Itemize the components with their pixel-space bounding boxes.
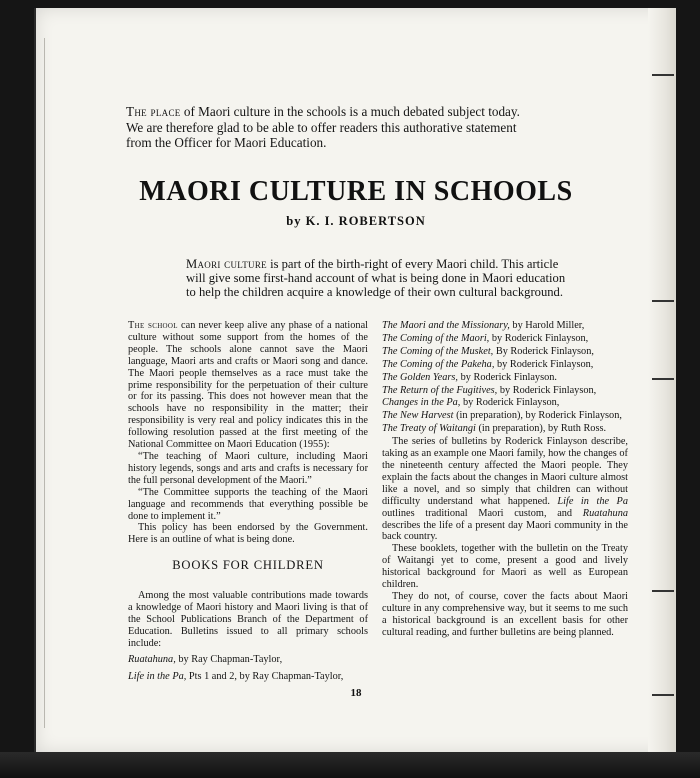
article-byline: by K. I. ROBERTSON xyxy=(286,214,426,228)
section-heading: BOOKS FOR CHILDREN xyxy=(172,558,324,573)
book-details: by Roderick Finlayson, xyxy=(460,397,560,409)
paragraph-text: describes the life of a present day Maori community in the back country. xyxy=(382,519,628,543)
lede-lead: Maori culture xyxy=(186,257,267,271)
book-title: Changes in the Pa, xyxy=(382,397,461,409)
paragraph xyxy=(128,320,368,451)
book-details: Pts 1 and 2, by Ray Chapman-Taylor, xyxy=(186,670,344,682)
book-title: Life in the Pa, xyxy=(128,670,187,682)
paragraph: Among the most valuable contributions made towards a knowledge of Maori history and Maori living is that of the School Publications Branch of the Department of Education. Bulletins issued to all primary schools include: xyxy=(128,590,368,649)
book-details: by Roderick Finlayson, xyxy=(494,358,594,370)
book-entry xyxy=(382,320,628,332)
book-details: by Roderick Finlayson, xyxy=(489,332,589,344)
lede-text: is part of the birth-right of every Maori child. This article will give some first-hand account of what is being done in Maori education to help the children acquire a knowledge of their own cultural background. xyxy=(186,257,566,299)
book-details: by Ray Chapman-Taylor, xyxy=(175,653,283,665)
editor-note-text: of Maori culture in the schools is a much debated subject today. We are therefore glad to be able to offer readers this authorative statement from the Officer for Maori Education. xyxy=(126,104,520,151)
book-entry xyxy=(128,654,368,666)
right-column xyxy=(382,320,628,639)
editor-note xyxy=(126,104,526,151)
book-details: By Roderick Finlayson, xyxy=(493,345,594,357)
book-title: The Coming of the Maori, xyxy=(382,332,490,344)
book-title: The New Harvest xyxy=(382,410,454,422)
book-entry xyxy=(382,385,628,397)
book-title: The Golden Years, xyxy=(382,371,458,383)
resolution-quote-2: “The Committee supports the teaching of the Maori language and recommends that everything possible be done to implement it.” xyxy=(128,486,368,522)
paragraph: They do not, of course, cover the facts about Maori culture in any comprehensive way, but it seems to me such a historical background is an excellent basis for other cultural reading, and further bulletins are being planned. xyxy=(382,590,628,638)
binding-edge xyxy=(44,38,45,728)
book-title: Ruatahuna, xyxy=(128,653,176,665)
binding-clip xyxy=(652,74,674,76)
resolution-quote-1: “The teaching of Maori culture, including Maori history legends, songs and arts and crafts is necessary for the full personal development of the Maori.” xyxy=(128,450,368,486)
binding-clip xyxy=(652,300,674,302)
paragraph xyxy=(382,436,628,543)
left-column xyxy=(128,320,368,683)
article-title: MAORI CULTURE IN SCHOOLS xyxy=(139,176,573,207)
book-title: The Coming of the Musket, xyxy=(382,345,494,357)
binding-clip xyxy=(652,378,674,380)
paragraph: These booklets, together with the bulletin on the Treaty of Waitangi yet to come, present a good and lively historical background for Maori as well as European children. xyxy=(382,543,628,591)
book-entry xyxy=(382,372,628,384)
book-details: (in preparation), by Roderick Finlayson, xyxy=(453,410,622,422)
book-entry xyxy=(382,359,628,371)
book-entry xyxy=(382,423,628,435)
page-edge-shadow xyxy=(648,8,676,753)
paragraph-text: outlines traditional Maori custom, and xyxy=(382,507,583,519)
paragraph: This policy has been endorsed by the Government. Here is an outline of what is being done. xyxy=(128,522,368,546)
scan-bottom-edge xyxy=(0,752,700,778)
document-page xyxy=(34,8,676,753)
book-title: The Coming of the Pakeha, xyxy=(382,358,495,370)
book-entry xyxy=(382,397,628,409)
book-details: by Harold Miller, xyxy=(509,320,585,331)
binding-clip xyxy=(652,590,674,592)
paragraph-text: can never keep alive any phase of a national culture without some support from the homes of the people. The schools alone cannot save the Maori language, Maori arts and crafts or Maori song and dance. The Maori people themselves as a race must take the prime responsibility for the perpetuation of their culture or for its passing. This does not however mean that the schools have no responsibility in the matter; their responsibility is very real and policy indicates this in the following resolution passed at the first meeting of the National Committee on Maori Education (1955): xyxy=(128,320,368,451)
book-title-inline: Life in the Pa xyxy=(557,495,628,507)
page-number: 18 xyxy=(350,687,362,699)
book-title: The Maori and the Missionary, xyxy=(382,320,510,331)
book-title: The Return of the Fugitives, xyxy=(382,384,498,396)
book-details: by Roderick Finlayson. xyxy=(458,371,557,383)
article-lede xyxy=(186,258,566,300)
book-entry xyxy=(128,671,368,683)
book-entry xyxy=(382,333,628,345)
book-details: (in preparation), by Ruth Ross. xyxy=(475,423,607,435)
paragraph-text: The series of bulletins by Roderick Finlayson describe, taking as an example one Maori family, how the changes of the nineteenth century affected the Maori people. They explain the facts about the changes in Maori culture almost like a novel, and so simply that children can without difficulty understand what happened. xyxy=(382,436,628,507)
book-entry xyxy=(382,346,628,358)
paragraph-lead: The school xyxy=(128,320,178,331)
book-entry xyxy=(382,410,628,422)
editor-note-lead: The place xyxy=(126,104,181,119)
book-title: The Treaty of Waitangi xyxy=(382,423,476,435)
book-details: by Roderick Finlayson, xyxy=(497,384,597,396)
book-title-inline: Ruatahuna xyxy=(582,507,628,519)
